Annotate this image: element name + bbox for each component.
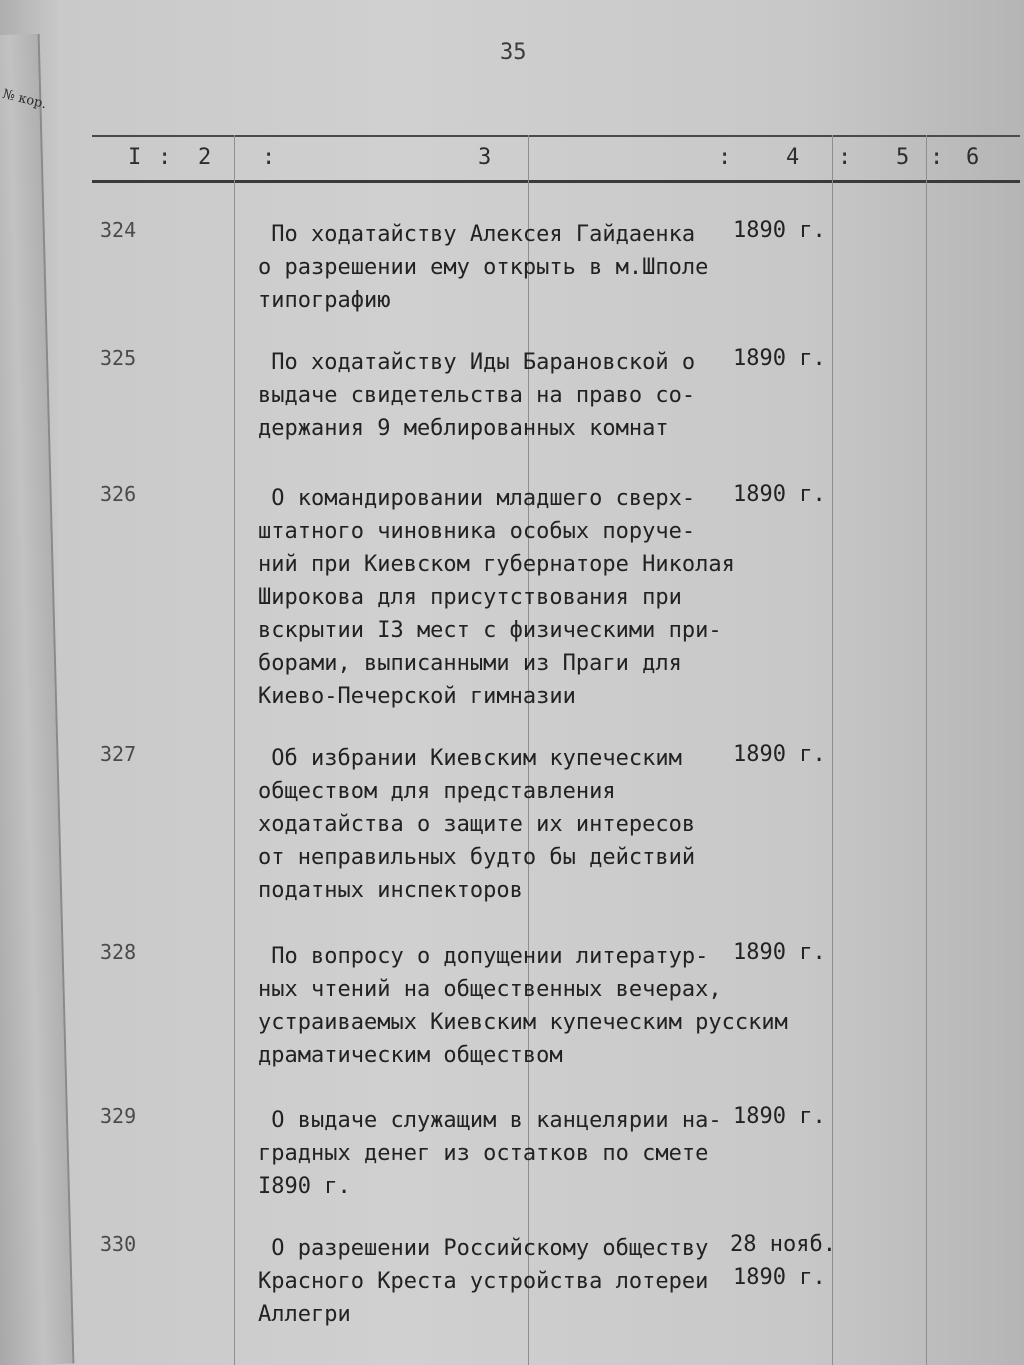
previous-sheet-edge (0, 34, 74, 1365)
entry-number: 329 (100, 1104, 137, 1128)
entry-date: 1890 г. (733, 940, 826, 965)
column-rule (234, 135, 235, 1365)
entry-date: 1890 г. (733, 482, 826, 507)
entry-number: 327 (100, 742, 137, 766)
entry-text: Об избрании Киевским купеческим обществом для представления ходатайства о защите их интересов от неправильных будто бы действий податных инспекторов (258, 746, 696, 903)
page-number: 35 (500, 40, 527, 65)
table-header-rule (92, 180, 1020, 183)
header-col-1: I (128, 145, 142, 170)
header-col-4: 4 (786, 145, 800, 170)
table-top-rule (92, 135, 1020, 137)
entry-number: 324 (100, 218, 137, 242)
entry-date: 1890 г. (733, 218, 826, 243)
entry-date: 1890 г. (733, 1104, 826, 1129)
entry-text: О выдаче служащим в канцелярии на- градных денег из остатков по смете I890 г. (258, 1108, 722, 1199)
entry-text: О командировании младшего сверх- штатного чиновника особых поруче- ний при Киевском губернаторе Николая Широкова для присутствования при вскрытии I3 мест с физическими при- борами, выписанными из Праги для Киево-Печерской гимназии (258, 486, 735, 709)
header-sep: : (158, 145, 172, 170)
entry-date-year: 1890 г. (733, 1265, 826, 1290)
header-sep: : (838, 145, 852, 170)
entry-text: По ходатайству Алексея Гайдаенка о разрешении ему открыть в м.Шполе типографию (258, 222, 709, 313)
header-col-6: 6 (966, 145, 980, 170)
column-rule (832, 135, 833, 1365)
header-sep: : (930, 145, 944, 170)
header-col-2: 2 (198, 145, 212, 170)
entry-number: 330 (100, 1232, 137, 1256)
entry-date: 1890 г. (733, 346, 826, 371)
entry-text: По вопросу о допущении литератур- ных чтений на общественных вечерах, устраиваемых Киевским купеческим русским драматическим обществом (258, 944, 788, 1068)
entry-text: О разрешении Российскому обществу Красного Креста устройства лотереи Аллегри (258, 1236, 709, 1327)
header-sep: : (262, 145, 276, 170)
entry-number: 326 (100, 482, 137, 506)
header-col-3: 3 (478, 145, 492, 170)
column-rule (926, 135, 927, 1365)
entry-date: 1890 г. (733, 742, 826, 767)
entry-date: 28 нояб. (730, 1232, 836, 1257)
entry-number: 325 (100, 346, 137, 370)
entry-text: По ходатайству Иды Барановской о выдаче свидетельства на право со- держания 9 меблированных комнат (258, 350, 696, 441)
header-sep: : (718, 145, 732, 170)
entry-number: 328 (100, 940, 137, 964)
corner-label: № кор. (0, 86, 48, 113)
header-col-5: 5 (896, 145, 910, 170)
